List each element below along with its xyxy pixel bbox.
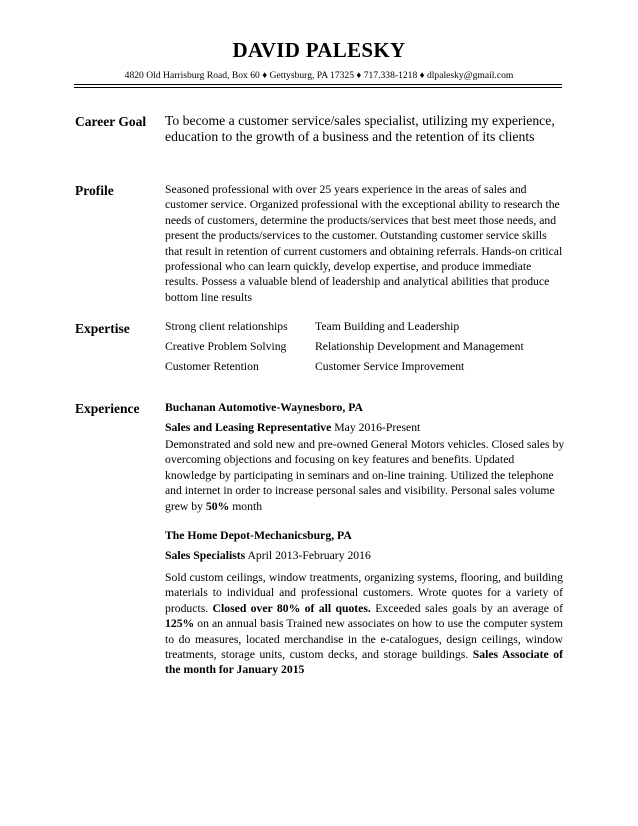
job-desc-text: on an annual basis Trained new associates on how to use the computer system to do measures, located merchandise in the e-catalogues, design ceilings, window treatments, storage units, custom decks, and storage buildings. (165, 617, 563, 662)
expertise-row (165, 360, 465, 373)
expertise-row (165, 320, 460, 333)
job-title-line (165, 549, 371, 562)
job-desc-text: Demonstrated and sold new and pre-owned General Motors vehicles. Closed sales by overcoming objections and focusing on key features and benefits. Updated knowledge by participating in seminars and on-line training. Utilized the telephone and internet in order to increase personal sales and visibility. Personal sales volume grew by (165, 438, 565, 513)
expertise-item: Team Building and Leadership (315, 320, 460, 333)
expertise-item: Strong client relationships (165, 320, 288, 333)
career-goal-label: Career Goal (75, 114, 147, 129)
job-desc-text: Sold custom ceilings, window treatments, organizing systems, flooring, and building materials to individual and professional customers. Wrote quotes for a variety of products. (165, 571, 563, 615)
career-goal-text: To become a customer service/sales specialist, utilizing my experience, education to the growth of a business and the retention of its clients (165, 113, 555, 144)
job-desc-highlight: 50% (205, 499, 230, 513)
job-title-line (165, 421, 420, 434)
job-title: Sales and Leasing Representative (165, 421, 332, 434)
job-dates: May 2016-Present (334, 421, 421, 434)
expertise-row (165, 340, 524, 353)
header-rule-bottom (74, 87, 562, 88)
experience-label: Experience (75, 401, 140, 416)
job-desc-highlight: Closed over 80% of all quotes. (212, 601, 371, 615)
job-company: Buchanan Automotive-Waynesboro, PA (165, 401, 363, 414)
job-description (165, 570, 563, 678)
expertise-label: Expertise (75, 321, 130, 336)
job-desc-text: month (229, 499, 263, 513)
job-description (165, 437, 565, 514)
header-rule-top (74, 84, 562, 85)
job-desc-text: Exceeded sales goals by an average of (370, 601, 564, 615)
profile-text: Seasoned professional with over 25 years experience in the areas of sales and customer service. Organized professional with the exceptional ability to research the needs of customers, determine the products/services that best meet those needs, and present the products/services to the customer. Outstanding customer service skills that result in retention of current customers and obtaining referrals. Hands-on critical professional who can learn quickly, develop expertise, and produce immediate results. Possess a valuable blend of leadership and analytical abilities that produce bottom line results (165, 183, 563, 304)
job-dates: April 2013-February 2016 (247, 549, 371, 562)
expertise-item: Creative Problem Solving (165, 340, 287, 353)
job-desc-highlight: Sales Associate of the month for January 2015 (165, 648, 564, 677)
job-desc-highlight: 125% (165, 617, 195, 631)
expertise-item: Customer Retention (165, 360, 259, 373)
candidate-name: DAVID PALESKY (232, 38, 406, 62)
expertise-item: Relationship Development and Management (315, 340, 524, 353)
job-company: The Home Depot-Mechanicsburg, PA (165, 529, 352, 542)
profile-label: Profile (75, 183, 114, 198)
job-title: Sales Specialists (165, 549, 246, 562)
contact-line: 4820 Old Harrisburg Road, Box 60 ♦ Gettysburg, PA 17325 ♦ 717.338-1218 ♦ dlpalesky@gmail.com (124, 70, 514, 81)
expertise-item: Customer Service Improvement (315, 360, 465, 373)
